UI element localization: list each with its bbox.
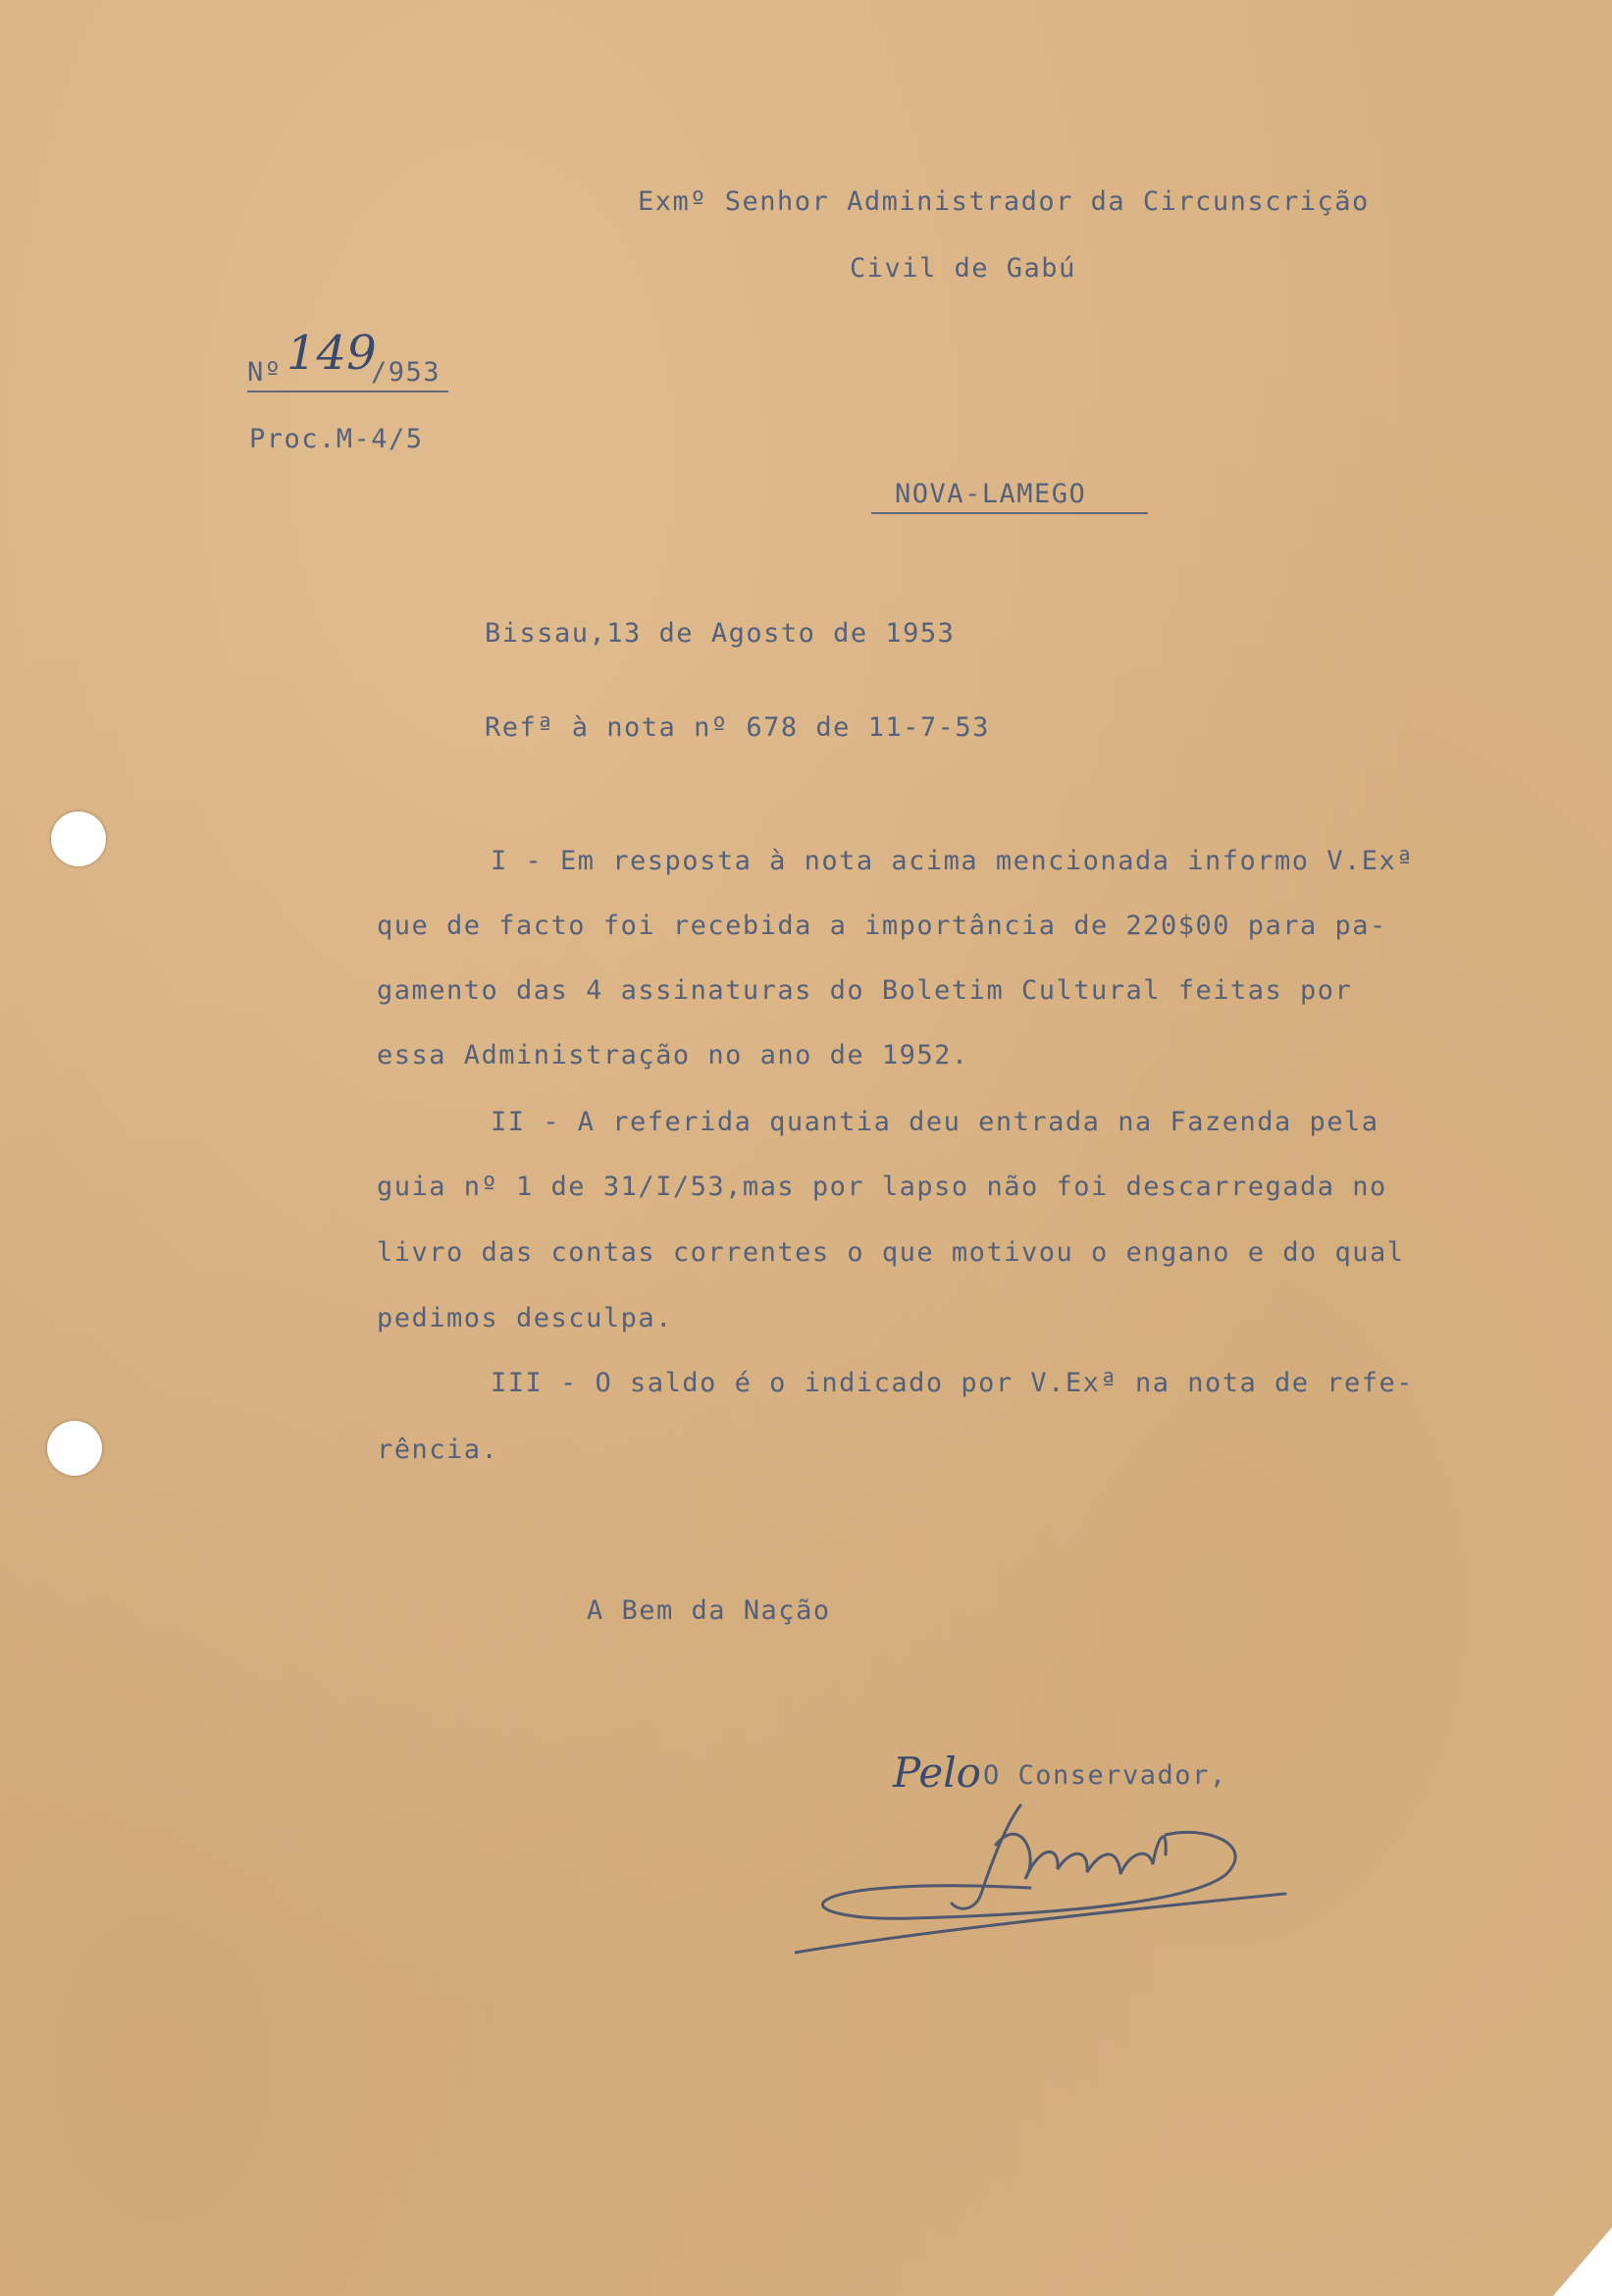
paragraph-1-line-4: essa Administração no ano de 1952. — [377, 1040, 969, 1070]
paragraph-2-line-2: guia nº 1 de 31/I/53,mas por lapso não foi descarregada no — [377, 1172, 1387, 1202]
paragraph-1-line-3: gamento das 4 assinaturas do Boletim Cultural feitas por — [377, 975, 1353, 1006]
paragraph-3-line-1: III - O saldo é o indicado por V.Exª na nota de refe- — [491, 1368, 1415, 1398]
addressee-line-1: Exmº Senhor Administrador da Circunscrição — [638, 186, 1370, 217]
closing-salutation: A Bem da Nação — [587, 1595, 831, 1626]
reference-number-underline — [247, 391, 448, 392]
punch-hole-top — [51, 811, 106, 866]
signature-title: O Conservador, — [983, 1760, 1227, 1791]
destination-underline — [871, 512, 1148, 514]
paragraph-2-line-4: pedimos desculpa. — [377, 1303, 673, 1333]
punch-hole-bottom — [47, 1421, 102, 1476]
reference-number — [247, 326, 453, 394]
paragraph-1-line-2: que de facto foi recebida a importância de 220$00 para pa- — [377, 911, 1387, 941]
paragraph-2-line-1: II - A referida quantia deu entrada na Fazenda pela — [491, 1107, 1379, 1137]
paragraph-1-line-1: I - Em resposta à nota acima mencionada informo V.Exª — [491, 846, 1415, 876]
reference-number-prefix: Nº — [247, 357, 283, 388]
addressee-line-2: Civil de Gabú — [850, 253, 1076, 284]
page-corner-fold — [1553, 2227, 1612, 2296]
paragraph-2-line-3: livro das contas correntes o que motivou o engano e do qual — [377, 1237, 1405, 1268]
signature-scrawl — [795, 1786, 1305, 1962]
letter-date: Bissau,13 de Agosto de 1953 — [485, 618, 956, 649]
destination: NOVA-LAMEGO — [895, 479, 1087, 509]
signature-handwritten-prefix: Pelo — [893, 1748, 981, 1797]
process-number: Proc.M-4/5 — [249, 424, 424, 454]
reference-number-year: /953 — [371, 357, 442, 388]
reference-note: Refª à nota nº 678 de 11-7-53 — [485, 712, 990, 743]
paragraph-3-line-2: rência. — [377, 1435, 499, 1465]
reference-number-handwritten: 149 — [286, 326, 377, 381]
